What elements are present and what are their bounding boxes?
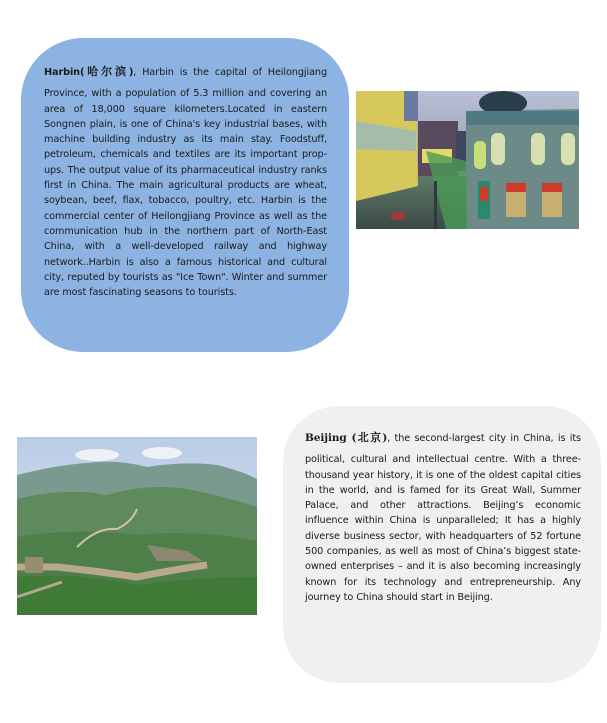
great-wall-photo bbox=[17, 437, 257, 615]
harbin-intro: , Harbin is the capital of Heilongjiang bbox=[133, 67, 328, 78]
beijing-close-paren: ) bbox=[382, 432, 388, 444]
beijing-city-name: Beijing ( bbox=[305, 432, 357, 444]
beijing-card bbox=[283, 406, 601, 683]
beijing-description: political, cultural and intellectual centre. With a three-thousand year history, it is one of the oldest capital cities in the world, and is famed for its Great Wall, Summer Palace, and other attractions. Beijing’s economic influence within China is unparalleled; It has a highly diverse business sector, with headquarters of 52 fortune 500 companies, as well as most of China’s biggest state-owned enterprises – and it is also becoming increasingly known for its technology and entrepreneurship. Any journey to China should start in Beijing. bbox=[305, 454, 581, 603]
harbin-night-street-photo bbox=[356, 91, 579, 229]
harbin-city-name: Harbin( bbox=[44, 67, 85, 78]
harbin-description: Province, with a population of 5.3 million and covering an area of 18,000 square kilometers.Located in eastern Songnen plain, is one of China's key industrial bases, with machine building industry as its main stay. Foodstuff, petroleum, chemicals and textiles are its important prop-ups. The output value of its pharmaceutical industry ranks first in China. The main agricultural products are wheat, soybean, beef, flax, tobacco, poultry, etc. Harbin is the commercial center of Heilongjiang Province as well as the communication hub in the northern part of North-East China, with a well-developed railway and highway network..Harbin is also a famous historical and cultural city, reputed by tourists as "Ice Town". Winter and summer are most fascinating seasons to tourists. bbox=[44, 88, 327, 299]
beijing-chinese-name: 北京 bbox=[356, 431, 383, 444]
harbin-card bbox=[21, 38, 349, 352]
beijing-intro: , the second-largest city in China, is its bbox=[387, 433, 581, 444]
harbin-close-paren: ) bbox=[128, 67, 134, 78]
harbin-chinese-name: 哈尔滨 bbox=[84, 65, 129, 78]
beijing-heading-line bbox=[305, 430, 581, 446]
harbin-heading-line bbox=[44, 64, 327, 80]
